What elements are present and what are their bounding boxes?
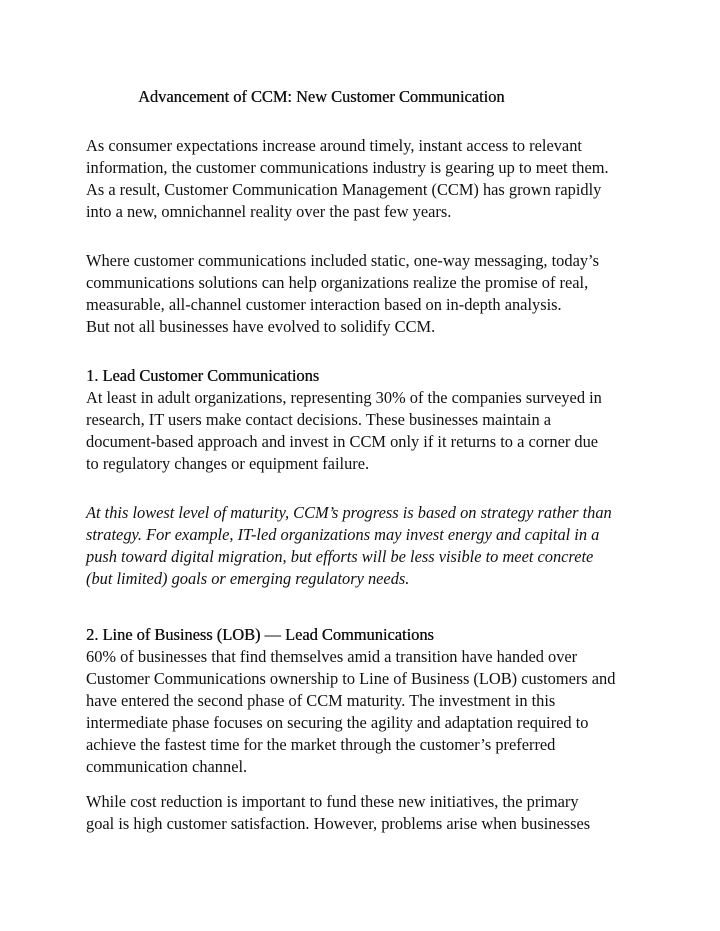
paragraph-line: As a result, Customer Communication Management (CCM) has grown rapidly: [86, 180, 602, 199]
paragraph-line: strategy. For example, IT-led organizations may invest energy and capital in a: [86, 525, 600, 544]
paragraph-line: research, IT users make contact decisions. These businesses maintain a: [86, 410, 552, 429]
paragraph-line: At this lowest level of maturity, CCM’s progress is based on strategy rather than: [86, 503, 612, 522]
paragraph-line: information, the customer communications industry is gearing up to meet them.: [86, 158, 609, 177]
paragraph-line: While cost reduction is important to fund these new initiatives, the primary: [86, 792, 579, 811]
paragraph-line: (but limited) goals or emerging regulatory needs.: [86, 569, 410, 588]
section-heading: 1. Lead Customer Communications: [86, 366, 320, 385]
paragraph-line: intermediate phase focuses on securing the agility and adaptation required to: [86, 713, 589, 732]
paragraph-line: goal is high customer satisfaction. However, problems arise when businesses: [86, 814, 591, 833]
paragraph-line: Customer Communications ownership to Line of Business (LOB) customers and: [86, 669, 616, 688]
paragraph-cost-reduction: [86, 791, 646, 835]
paragraph-line: document-based approach and invest in CCM only if it returns to a corner due: [86, 432, 599, 451]
paragraph-intro: [86, 135, 646, 223]
paragraph-line: have entered the second phase of CCM maturity. The investment in this: [86, 691, 556, 710]
paragraph-messaging: [86, 250, 646, 338]
paragraph-line: At least in adult organizations, representing 30% of the companies surveyed in: [86, 388, 602, 407]
paragraph-line: As consumer expectations increase around timely, instant access to relevant: [86, 136, 582, 155]
section-lead-customer-communications: [86, 365, 646, 475]
paragraph-line: Where customer communications included static, one-way messaging, today’s: [86, 251, 599, 270]
document-title: Advancement of CCM: New Customer Communication: [138, 87, 505, 106]
paragraph-line: achieve the fastest time for the market through the customer’s preferred: [86, 735, 556, 754]
paragraph-line: But not all businesses have evolved to solidify CCM.: [86, 317, 436, 336]
paragraph-line: communications solutions can help organizations realize the promise of real,: [86, 273, 589, 292]
paragraph-line: to regulatory changes or equipment failure.: [86, 454, 370, 473]
paragraph-line: communication channel.: [86, 757, 248, 776]
section-line-of-business: [86, 624, 646, 778]
paragraph-maturity-italic: [86, 502, 646, 590]
section-heading: 2. Line of Business (LOB) — Lead Communications: [86, 625, 434, 644]
paragraph-line: push toward digital migration, but efforts will be less visible to meet concrete: [86, 547, 594, 566]
paragraph-line: measurable, all-channel customer interaction based on in-depth analysis.: [86, 295, 562, 314]
paragraph-line: 60% of businesses that find themselves amid a transition have handed over: [86, 647, 578, 666]
paragraph-line: into a new, omnichannel reality over the past few years.: [86, 202, 452, 221]
